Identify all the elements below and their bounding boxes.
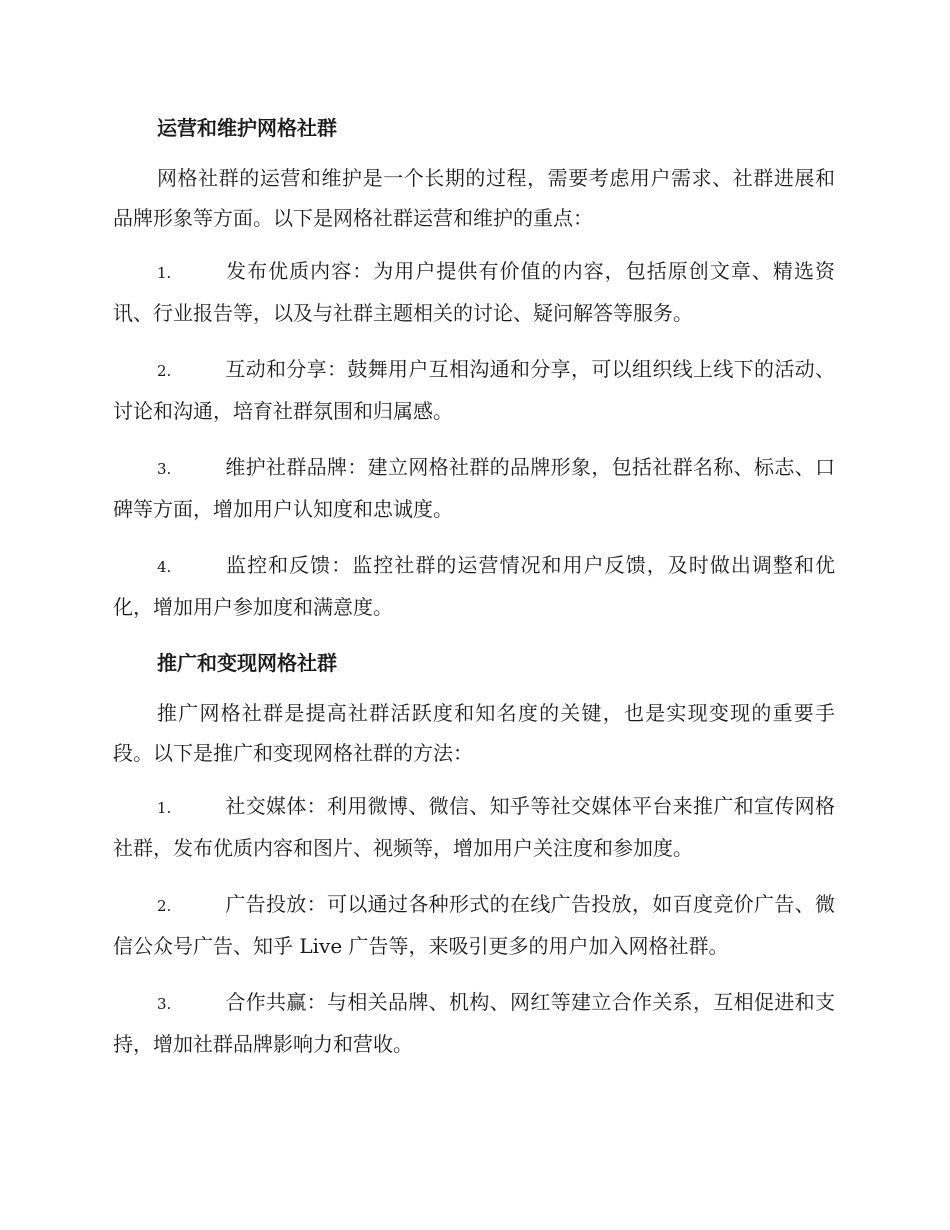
section-intro: 网格社群的运营和维护是一个长期的过程，需要考虑用户需求、社群进展和品牌形象等方面。以下是网格社群运营和维护的重点： bbox=[113, 166, 835, 230]
list-text: 维护社群品牌：建立网格社群的品牌形象，包括社群名称、标志、口碑等方面，增加用户认知度和忠诚度。 bbox=[113, 455, 835, 521]
document-page bbox=[113, 108, 835, 1080]
section-heading: 推广和变现网格社群 bbox=[157, 651, 337, 675]
list-item bbox=[113, 786, 835, 868]
list-text: 广告投放：可以通过各种形式的在线广告投放，如百度竞价广告、微信公众号广告、知乎 Live 广告等，来吸引更多的用户加入网格社群。 bbox=[113, 892, 835, 958]
list-number: 4. bbox=[157, 558, 172, 576]
section-operations bbox=[113, 108, 835, 627]
list-text: 社交媒体：利用微博、微信、知乎等社交媒体平台来推广和宣传网格社群，发布优质内容和图片、视频等，增加用户关注度和参加度。 bbox=[113, 794, 835, 860]
list-item bbox=[113, 349, 835, 431]
list-item bbox=[113, 545, 835, 627]
list-item bbox=[113, 982, 835, 1064]
list-number: 3. bbox=[157, 995, 172, 1013]
list-text: 监控和反馈：监控社群的运营情况和用户反馈，及时做出调整和优化，增加用户参加度和满意度。 bbox=[113, 553, 835, 619]
section-promotion bbox=[113, 643, 835, 1064]
section-intro: 推广网格社群是提高社群活跃度和知名度的关键，也是实现变现的重要手段。以下是推广和变现网格社群的方法： bbox=[113, 701, 835, 765]
list-number: 2. bbox=[157, 362, 172, 380]
list-item bbox=[113, 447, 835, 529]
list-item bbox=[113, 251, 835, 333]
section-heading: 运营和维护网格社群 bbox=[157, 116, 337, 140]
list-text: 合作共赢：与相关品牌、机构、网红等建立合作关系，互相促进和支持，增加社群品牌影响力和营收。 bbox=[113, 990, 835, 1056]
list-number: 3. bbox=[157, 460, 172, 478]
list-number: 1. bbox=[157, 799, 172, 817]
list-number: 1. bbox=[157, 264, 172, 282]
list-text: 互动和分享：鼓舞用户互相沟通和分享，可以组织线上线下的活动、讨论和沟通，培育社群氛围和归属感。 bbox=[113, 357, 835, 423]
list-text: 发布优质内容：为用户提供有价值的内容，包括原创文章、精选资讯、行业报告等，以及与社群主题相关的讨论、疑问解答等服务。 bbox=[113, 259, 835, 325]
list-number: 2. bbox=[157, 897, 172, 915]
list-item bbox=[113, 884, 835, 966]
